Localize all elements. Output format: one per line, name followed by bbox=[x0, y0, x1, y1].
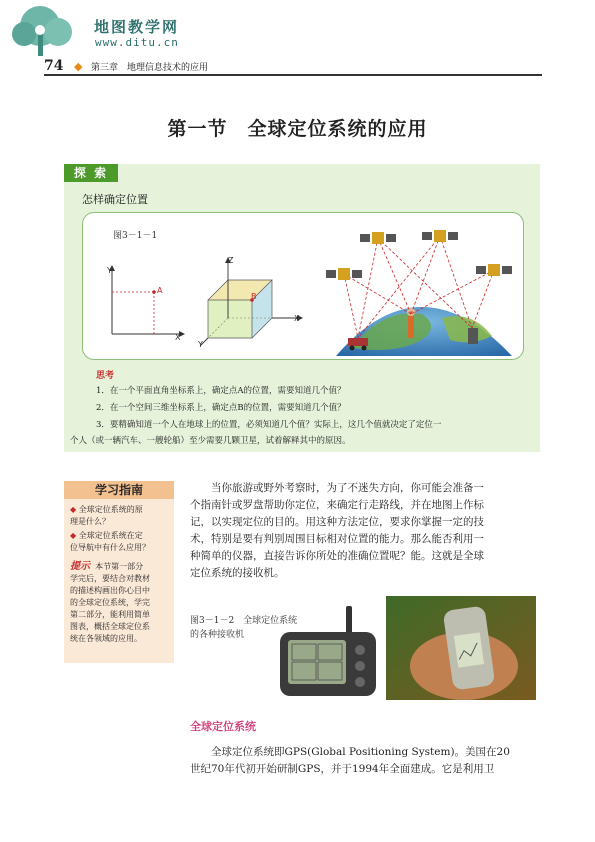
diamond-icon: ◆ bbox=[70, 531, 77, 540]
guide-tip: 提示 本节第一部分 学完后，要结合对教材 的描述构画出你心目中 的全球定位系统，学完 第二部分，能利用简单 图表，概括全球定位系 统在各领域的应用。 bbox=[70, 561, 150, 643]
question-3: 3．要精确知道一个人在地球上的位置，必须知道几个值？实际上，这几个值就决定了定位一 bbox=[96, 420, 442, 430]
diamond-icon: ◆ bbox=[70, 505, 77, 514]
explore-tab: 探 索 bbox=[64, 164, 118, 182]
axis-z-label: Z bbox=[228, 256, 234, 265]
header-rule bbox=[44, 74, 542, 76]
photo-caption: 图3－1－2 全球定位系统 的各种接收机 bbox=[190, 616, 298, 640]
chapter-header: 第三章 地理信息技术的应用 bbox=[91, 63, 209, 73]
logo-url: www.ditu.cn bbox=[95, 36, 179, 49]
question-3-cont: 个人（或一辆汽车、一艘轮船）至少需要几颗卫星，试着解释其中的原因。 bbox=[70, 436, 351, 446]
guide-item-1: ◆ 全球定位系统的原 理是什么？ bbox=[70, 505, 143, 526]
axis-y-label: Y bbox=[107, 266, 112, 275]
handheld-gps-photo bbox=[386, 596, 536, 700]
explore-heading: 怎样确定位置 bbox=[82, 193, 148, 206]
page-number: 74 bbox=[44, 58, 64, 74]
think-title: 思考 bbox=[96, 371, 115, 381]
guide-heading: 学习指南 bbox=[64, 481, 174, 499]
satellite-icon bbox=[326, 268, 362, 280]
cube-axis-y-label: Y bbox=[198, 340, 203, 349]
question-2: 2．在一个空间三维坐标系上，确定点B的位置，需要知道几个值？ bbox=[96, 403, 346, 413]
gps-receiver-image bbox=[276, 602, 380, 700]
point-a-label: A bbox=[157, 286, 163, 295]
tip-label: 提示 bbox=[70, 561, 90, 572]
diamond-icon: ◆ bbox=[74, 60, 83, 73]
axis-x-label: X bbox=[175, 333, 181, 342]
question-1: 1．在一个平面直角坐标系上，确定点A的位置，需要知道几个值？ bbox=[96, 386, 346, 396]
point-b-label: B bbox=[251, 292, 257, 301]
gps-paragraph: 全球定位系统即GPS(Global Positioning System)。美国在20 世纪70年代初开始研制GPS，并于1994年全面建成。它是利用卫 bbox=[190, 746, 510, 775]
tree-logo-icon bbox=[10, 4, 86, 58]
cube-coordinate-diagram bbox=[196, 256, 306, 352]
figure-label: 图3－1－1 bbox=[113, 231, 158, 241]
guide-item-2: ◆ 全球定位系统在定 位导航中有什么应用？ bbox=[70, 531, 150, 552]
satellite-earth-illustration bbox=[322, 218, 518, 356]
cube-axis-x-label: X bbox=[294, 314, 300, 323]
logo-name: 地图教学网 bbox=[94, 18, 180, 36]
page-title: 第一节 全球定位系统的应用 bbox=[167, 118, 428, 140]
section-heading: 全球定位系统 bbox=[190, 720, 256, 733]
intro-paragraph: 当你旅游或野外考察时，为了不迷失方向，你可能会准备一 个指南针或罗盘帮助你定位，来确定行走路线，并在地图上作标 记，以实现定位的目的。用这种方法定位，要求你掌握一定的技 术，特别是要有判别周围目标相对位置的能力。那么能否利用一 种简单的仪器，直接告诉你所处的准确位置呢？能。这就是全球 定位系统的接收机。 bbox=[190, 482, 484, 579]
